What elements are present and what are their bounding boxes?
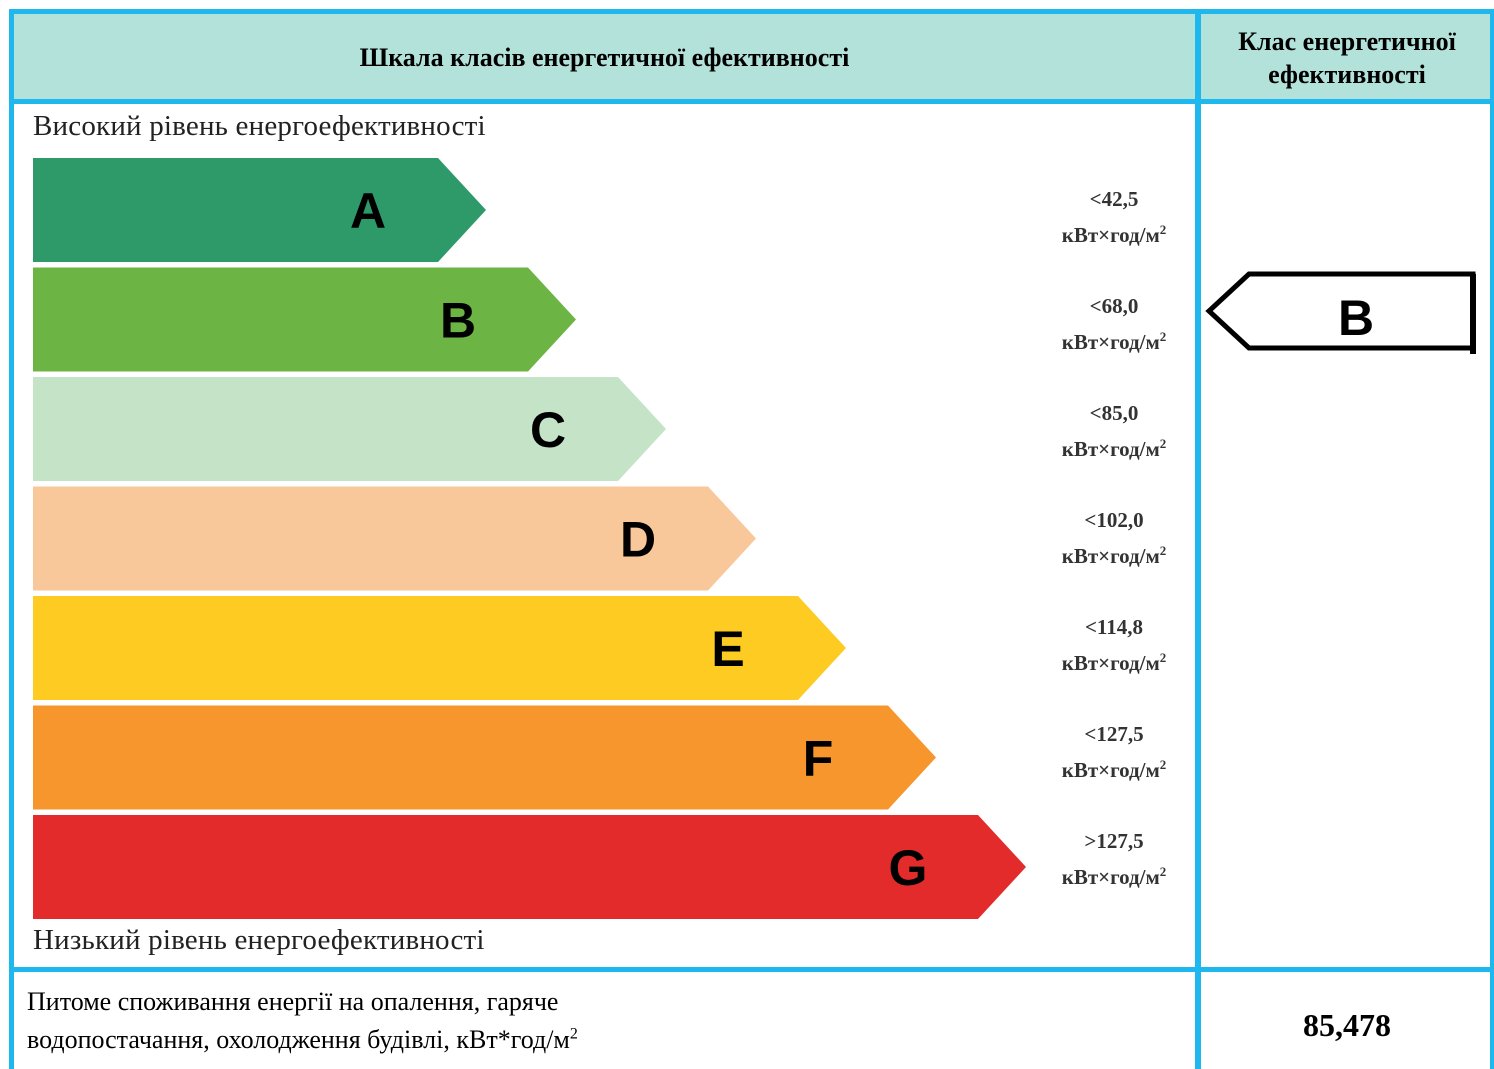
threshold-value: <68,0 (1089, 294, 1139, 318)
class-arrow-letter: E (711, 621, 745, 677)
class-arrow-letter: B (439, 292, 477, 349)
class-header-title: Клас енергетичної ефективності (1238, 26, 1456, 89)
threshold-unit: $кВт\times год/м^2$ (1061, 329, 1167, 354)
border-column-divider (1195, 9, 1201, 1069)
threshold-a (1040, 181, 1188, 253)
threshold-d (1040, 502, 1188, 574)
threshold-unit: $кВт\times год/м^2$ (1061, 436, 1167, 461)
class-arrow-shape (33, 268, 576, 372)
threshold-c (1040, 395, 1188, 467)
border-footer-top (9, 967, 1494, 972)
threshold-unit: $кВт\times год/м^2$ (1061, 543, 1167, 568)
threshold-value: >127,5 (1084, 829, 1144, 853)
footer-description-superscript: 2 (569, 1025, 578, 1043)
footer-value: 85,478 (1303, 1007, 1391, 1043)
threshold-unit: $кВт\times год/м^2$ (1061, 864, 1167, 889)
threshold-g (1040, 823, 1188, 895)
class-arrow-letter: A (349, 183, 387, 239)
threshold-f (1040, 716, 1188, 788)
high-efficiency-label: Високий рівень енергоефективності (33, 110, 486, 142)
class-arrow-letter: F (802, 730, 834, 787)
class-header (1201, 14, 1493, 101)
threshold-value: <102,0 (1084, 508, 1144, 532)
threshold-unit: $кВт\times год/м^2$ (1061, 222, 1167, 247)
class-arrow-shape (33, 815, 1026, 919)
threshold-unit: $кВт\times год/м^2$ (1061, 757, 1167, 782)
class-arrow-a (33, 158, 486, 262)
class-arrow-c (33, 377, 666, 481)
low-efficiency-label: Низький рівень енергоефективності (33, 924, 485, 956)
threshold-value: <85,0 (1089, 401, 1139, 425)
threshold-value: <127,5 (1084, 722, 1144, 746)
class-arrow-shape (33, 158, 486, 262)
class-arrow-letter: G (888, 840, 928, 896)
threshold-value: <42,5 (1089, 187, 1139, 211)
threshold-unit: $кВт\times год/м^2$ (1061, 650, 1167, 675)
footer-description-line2: водопостачання, охолодження будівлі, кВт*год/м (27, 1025, 570, 1054)
class-arrow-shape (33, 377, 666, 481)
class-arrow-g (33, 815, 1026, 919)
class-arrow-f (33, 706, 936, 810)
threshold-value: <114,8 (1084, 615, 1144, 639)
class-arrow-b (33, 268, 576, 372)
class-indicator-letter: B (1337, 290, 1375, 346)
threshold-b (1040, 288, 1188, 360)
scale-header-title: Шкала класів енергетичної ефективності (359, 42, 850, 72)
class-arrow-letter: C (529, 402, 567, 458)
border-right (1490, 9, 1494, 1069)
footer-description-line1: Питоме споживання енергії на опалення, гаряче (27, 987, 559, 1016)
class-arrow-d (33, 487, 756, 591)
class-arrow-e (33, 596, 846, 700)
threshold-e (1040, 609, 1188, 681)
class-arrow-letter: D (619, 511, 657, 568)
class-arrow-shape (33, 706, 936, 810)
footer-description (27, 983, 1187, 1059)
